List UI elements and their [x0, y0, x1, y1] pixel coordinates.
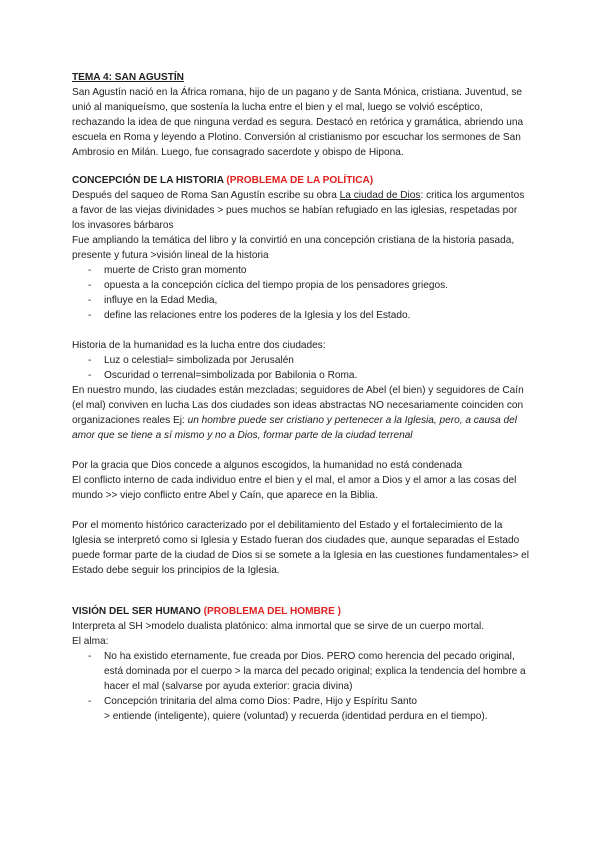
section-human-problem: (PROBLEMA DEL HOMBRE )	[203, 606, 341, 617]
section-human-heading-text: VISIÓN DEL SER HUMANO	[72, 606, 204, 617]
history-paragraph-1	[72, 188, 532, 233]
list-item-text: Concepción trinitaria del alma como Dios: Padre, Hijo y Espíritu Santo	[104, 696, 418, 707]
book-title-ciudad-de-dios: La ciudad de Dios	[339, 190, 421, 201]
cities-list	[72, 353, 532, 383]
list-item: - No ha existido eternamente, fue creada por Dios. PERO como herencia del pecado original, está dominada por el cuerpo > la marca del pecado original; explica la tendencia del hombre a hacer el mal (salvarse por ayuda exterior: gracia divina)	[72, 649, 532, 694]
intro-paragraph: San Agustín nació en la África romana, hijo de un pagano y de Santa Mónica, cristiana. Juventud, se unió al maniqueísmo, que sostenía la lucha entre el bien y el mal, luego se volvió escéptico, rechazando la idea de que ninguna verdad es segura. Destacó en retórica y gramática, abriendo una escuela en Roma y leyendo a Plotino. Conversión al cristianismo por escuchar los sermones de San Ambrosio en Milán. Luego, fue consagrado sacerdote y obispo de Hipona.	[72, 87, 524, 158]
history-paragraph-6: El conflicto interno de cada individuo entre el bien y el mal, el amor a Dios y el amor a las cosas del mundo >> viejo conflicto entre Abel y Caín, que aparece en la Biblia.	[72, 475, 517, 501]
human-paragraph-2: El alma:	[72, 636, 109, 647]
history-paragraph-7: Por el momento histórico caracterizado por el debilitamiento del Estado y el fortalecimiento de la Iglesia se interpretó como si Iglesia y Estado fueran dos ciudades que, aunque separadas el Estado puede formar parte de la ciudad de Dios si se somete a la Iglesia en las cuestiones fundamentales> el Estado debe seguir los principios de la Iglesia.	[72, 520, 530, 576]
list-item: - Oscuridad o terrenal=simbolizada por Babilonia o Roma.	[72, 368, 532, 383]
history-paragraph-2: Fue ampliando la temática del libro y la convirtió en una concepción cristiana de la historia pasada, presente y futura >visión lineal de la historia	[72, 235, 515, 261]
document-page	[72, 70, 532, 724]
list-item	[72, 694, 532, 724]
history-paragraph-4	[72, 383, 532, 443]
human-paragraph-1: Interpreta al SH >modelo dualista platónico: alma inmortal que se sirve de un cuerpo mortal.	[72, 621, 485, 632]
history-list	[72, 263, 532, 323]
section-human-heading	[72, 604, 532, 619]
list-item: - define las relaciones entre los poderes de la Iglesia y los del Estado.	[72, 308, 532, 323]
section-history-heading	[72, 173, 532, 188]
list-item: - Luz o celestial= simbolizada por Jerusalén	[72, 353, 532, 368]
history-p4-text: En nuestro mundo, las ciudades están mezcladas; seguidores de Abel (el bien) y seguidores de Caín (el mal) conviven en lucha Las dos ciudades son ideas abstractas NO necesariamente coinciden con organizaciones reales Ej:	[72, 385, 524, 426]
list-item: - opuesta a la concepción cíclica del tiempo propia de los pensadores griegos.	[72, 278, 532, 293]
history-p1-text-b: : critica los argumentos a favor de las viejas divinidades > pues muchos se habían refugiado en las iglesias, respetadas por los invasores bárbaros	[72, 190, 525, 231]
section-history-problem: (PROBLEMA DE LA POLÍTICA)	[226, 175, 374, 186]
list-item: - muerte de Cristo gran momento	[72, 263, 532, 278]
page-title: TEMA 4: SAN AGUSTÍN	[72, 72, 184, 83]
history-p1-text-a: Después del saqueo de Roma San Agustín escribe su obra	[72, 190, 340, 201]
list-item: - influye en la Edad Media,	[72, 293, 532, 308]
history-p4-example: un hombre puede ser cristiano y pertenecer a la Iglesia, pero, a causa del amor que se tiene a sí mismo y no a Dios, formar parte de la ciudad terrenal	[72, 415, 517, 441]
soul-list	[72, 649, 532, 724]
history-paragraph-5: Por la gracia que Dios concede a algunos escogidos, la humanidad no está condenada	[72, 460, 462, 471]
history-paragraph-3: Historia de la humanidad es la lucha entre dos ciudades:	[72, 340, 326, 351]
section-history-heading-text: CONCEPCIÓN DE LA HISTORIA	[72, 175, 227, 186]
list-item-continuation: > entiende (inteligente), quiere (voluntad) y recuerda (identidad perdura en el tiempo).	[104, 711, 488, 722]
